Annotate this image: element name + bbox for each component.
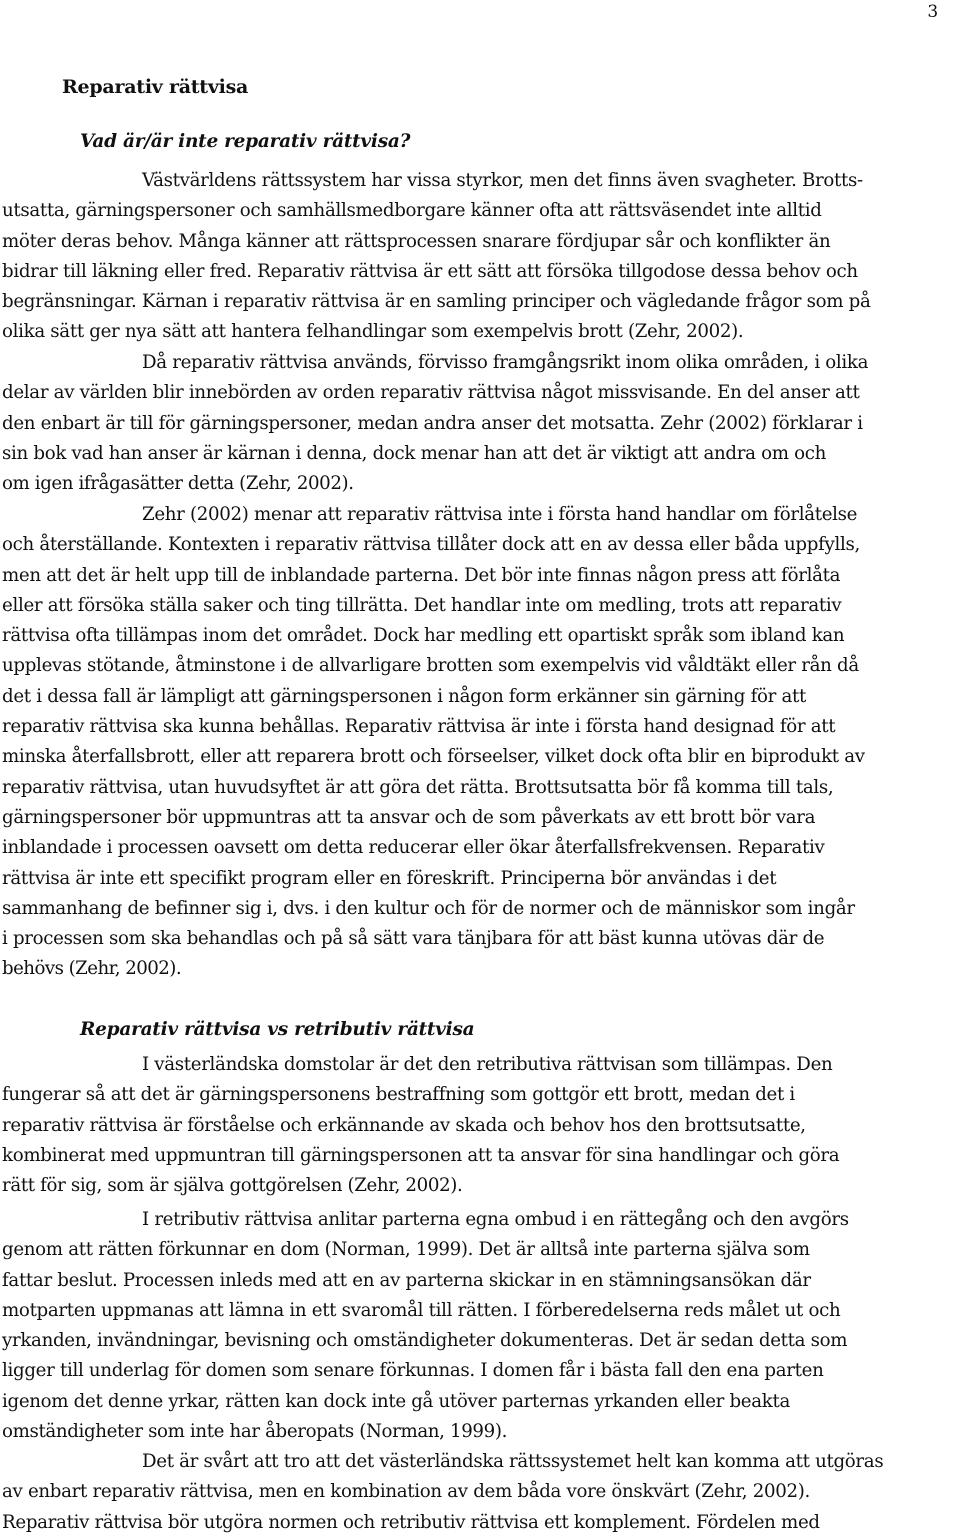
text-line: det i dessa fall är lämpligt att gärningspersonen i någon form erkänner sin gärning för att — [2, 685, 807, 707]
text-line: rätt för sig, som är själva gottgörelsen (Zehr, 2002). — [2, 1175, 463, 1197]
text-line: omständigheter som inte har åberopats (Norman, 1999). — [2, 1421, 507, 1443]
text-line: av enbart reparativ rättvisa, men en kombination av dem båda vore önskvärt (Zehr, 2002). — [2, 1481, 810, 1503]
page-title: Reparativ rättvisa — [62, 76, 249, 98]
text-line: reparativ rättvisa, utan huvudsyftet är att göra det rätta. Brottsutsatta bör få komma till tals, — [2, 776, 834, 798]
section-heading-2: Reparativ rättvisa vs retributiv rättvisa — [80, 1019, 475, 1040]
text-line: utsatta, gärningspersoner och samhällsmedborgare känner ofta att rättsväsendet inte alltid — [2, 200, 822, 222]
paragraph-5 — [2, 1205, 960, 1447]
paragraph-2 — [2, 348, 960, 499]
text-line: igenom det denne yrkar, rätten kan dock inte gå utöver parternas yrkanden eller beakta — [2, 1390, 790, 1412]
text-line: yrkanden, invändningar, bevisning och omständigheter dokumenteras. Det är sedan detta som — [2, 1330, 848, 1352]
text-line: begränsningar. Kärnan i reparativ rättvisa är en samling principer och vägledande frågor som på — [2, 291, 871, 313]
text-line: Zehr (2002) menar att reparativ rättvisa inte i första hand handlar om förlåtelse — [142, 504, 858, 525]
text-line: Reparativ rättvisa bör utgöra normen och retributiv rättvisa ett komplement. Fördelen med — [2, 1511, 820, 1533]
text-line: fattar beslut. Processen inleds med att en av parterna skickar in en stämningsansökan där — [2, 1269, 811, 1291]
text-line: upplevas stötande, åtminstone i de allvarligare brotten som exempelvis vid våldtäkt eller rån då — [2, 655, 859, 677]
text-line: inblandade i processen oavsett om detta reducerar eller ökar återfallsfrekvensen. Reparativ — [2, 837, 825, 859]
paragraph-3 — [2, 500, 960, 985]
text-line: delar av världen blir innebörden av orden reparativ rättvisa något missvisande. En del anser att — [2, 382, 860, 404]
text-line: reparativ rättvisa är förståelse och erkännande av skada och behov hos den brottsutsatte, — [2, 1114, 806, 1136]
section-heading-1: Vad är/är inte reparativ rättvisa? — [80, 131, 411, 152]
text-line: reparativ rättvisa ska kunna behållas. Reparativ rättvisa är inte i första hand designad för att — [2, 716, 836, 738]
text-line: i processen som ska behandlas och på så sätt vara tänjbara för att bäst kunna utövas där de — [2, 928, 825, 950]
text-line: ligger till underlag för domen som senare förkunnas. I domen får i bästa fall den ena parten — [2, 1360, 824, 1382]
text-line: bidrar till läkning eller fred. Reparativ rättvisa är ett sätt att försöka tillgodose dessa behov och — [2, 260, 858, 282]
text-line: Då reparativ rättvisa används, förvisso framgångsrikt inom olika områden, i olika — [142, 352, 869, 373]
text-line: sin bok vad han anser är kärnan i denna, dock menar han att det är viktigt att andra om och — [2, 442, 827, 464]
paragraph-1 — [2, 166, 960, 348]
text-line: I retributiv rättvisa anlitar parterna egna ombud i en rättegång och den avgörs — [142, 1209, 849, 1230]
text-line: motparten uppmanas att lämna in ett svaromål till rätten. I förberedelserna reds målet ut och — [2, 1299, 841, 1321]
text-line: rättvisa ofta tillämpas inom det området. Dock har medling ett opartiskt språk som ibland kan — [2, 625, 845, 647]
text-line: I västerländska domstolar är det den retributiva rättvisan som tillämpas. Den — [142, 1054, 833, 1075]
text-line: Västvärldens rättssystem har vissa styrkor, men det finns även svagheter. Brotts- — [142, 170, 863, 191]
page-number: 3 — [927, 2, 938, 22]
text-line: eller att försöka ställa saker och ting tillrätta. Det handlar inte om medling, trots att reparativ — [2, 594, 842, 616]
text-line: men att det är helt upp till de inblandade parterna. Det bör inte finnas någon press att förlåta — [2, 564, 841, 586]
text-line: om igen ifrågasätter detta (Zehr, 2002). — [2, 473, 354, 495]
paragraph-4 — [2, 1050, 960, 1201]
text-line: den enbart är till för gärningspersoner, medan andra anser det motsatta. Zehr (2002) förklarar i — [2, 412, 863, 434]
text-line: olika sätt ger nya sätt att hantera felhandlingar som exempelvis brott (Zehr, 2002). — [2, 321, 744, 343]
text-line: sammanhang de befinner sig i, dvs. i den kultur och för de normer och de människor som ingår — [2, 897, 855, 919]
text-line: fungerar så att det är gärningspersonens bestraffning som gottgör ett brott, medan det i — [2, 1084, 795, 1106]
text-line: kombinerat med uppmuntran till gärningspersonen att ta ansvar för sina handlingar och göra — [2, 1144, 840, 1166]
text-line: rättvisa är inte ett specifikt program eller en föreskrift. Principerna bör användas i det — [2, 867, 777, 889]
paragraph-6 — [2, 1447, 960, 1538]
text-line: gärningspersoner bör uppmuntras att ta ansvar och de som påverkats av ett brott bör vara — [2, 806, 816, 828]
text-line: minska återfallsbrott, eller att reparera brott och förseelser, vilket dock ofta blir en biprodukt av — [2, 746, 865, 768]
text-line: Det är svårt att tro att det västerländska rättssystemet helt kan komma att utgöras — [142, 1451, 884, 1472]
text-line: möter deras behov. Många känner att rättsprocessen snarare fördjupar sår och konflikter än — [2, 230, 831, 252]
text-line: behövs (Zehr, 2002). — [2, 958, 182, 980]
text-line: genom att rätten förkunnar en dom (Norman, 1999). Det är alltså inte parterna själva som — [2, 1239, 810, 1261]
text-line: och återställande. Kontexten i reparativ rättvisa tillåter dock att en av dessa eller båda uppfylls, — [2, 534, 860, 556]
